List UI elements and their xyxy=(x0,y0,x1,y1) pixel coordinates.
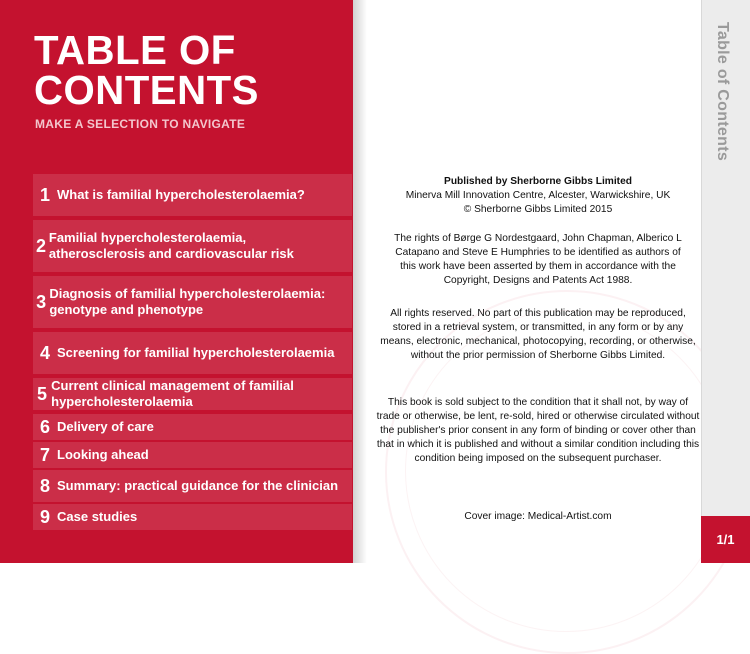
copyright-line: © Sherborne Gibbs Limited 2015 xyxy=(463,204,613,215)
sold-paragraph: This book is sold subject to the condition that it shall not, by way of trade or otherwise, be lent, re-sold, hired or otherwise circulated without the publisher's prior consent in any form of binding or cover other than that in which it is published and without a similar condition including this condition being imposed on the subsequent purchaser. xyxy=(376,397,700,464)
toc-item-7[interactable] xyxy=(33,442,352,468)
side-title xyxy=(713,22,737,162)
toc-item-number: 3 xyxy=(36,291,47,312)
toc-item-label: Summary: practical guidance for the clinician xyxy=(57,478,339,493)
toc-item-number: 1 xyxy=(39,184,50,205)
title-line-2: CONTENTS xyxy=(34,67,259,113)
toc-item-number: 5 xyxy=(37,383,48,404)
toc-item-3[interactable] xyxy=(33,276,352,328)
toc-item-6[interactable] xyxy=(33,414,352,440)
page-indicator[interactable]: 1/1 xyxy=(701,516,750,563)
publisher-line: Published by Sherborne Gibbs Limited xyxy=(444,176,632,187)
toc-item-4[interactable] xyxy=(33,332,352,374)
toc-item-1[interactable] xyxy=(33,174,352,216)
toc-item-label: Looking ahead xyxy=(57,447,149,462)
toc-item-label: Current clinical management of familial hypercholesterolaemia xyxy=(51,378,294,409)
toc-panel xyxy=(0,0,353,563)
toc-item-8[interactable] xyxy=(33,470,352,502)
toc-item-label: Familial hypercholesterolaemia, atherosclerosis and cardiovascular risk xyxy=(48,230,294,261)
toc-item-number: 9 xyxy=(39,506,50,527)
toc-item-number: 4 xyxy=(39,342,50,363)
toc-item-number: 7 xyxy=(39,444,50,465)
reserved-paragraph: All rights reserved. No part of this publication may be reproduced, stored in a retrieval system, or transmitted, in any form or by any means, electronic, mechanical, photocopying, recording, or otherwise, without the prior permission of Sherborne Gibbs Limited. xyxy=(380,308,696,361)
toc-item-label: Case studies xyxy=(57,509,138,524)
toc-item-number: 6 xyxy=(39,416,50,437)
toc-item-label: Diagnosis of familial hypercholesterolaemia: genotype and phenotype xyxy=(49,286,326,317)
title-line-1: TABLE OF xyxy=(34,27,236,73)
side-title-text: Table of Contents xyxy=(714,22,731,162)
toc-item-9[interactable] xyxy=(33,504,352,530)
panel-shadow xyxy=(353,0,367,563)
toc-item-label: Screening for familial hypercholesterolaemia xyxy=(57,345,335,360)
toc-item-number: 2 xyxy=(35,235,46,256)
rights-paragraph: The rights of Børge G Nordestgaard, John Chapman, Alberico L Catapano and Steve E Humphries to be identified as authors of this work have been asserted by them in accordance with the Copyright, Designs and Patents Act 1988. xyxy=(394,233,682,286)
page-subtitle: MAKE A SELECTION TO NAVIGATE xyxy=(35,117,246,131)
toc-item-number: 8 xyxy=(39,475,50,496)
toc-item-2[interactable] xyxy=(33,220,352,272)
toc-item-label: What is familial hypercholesterolaemia? xyxy=(57,187,305,202)
cover-credit: Cover image: Medical-Artist.com xyxy=(464,511,612,522)
publisher-address: Minerva Mill Innovation Centre, Alcester, Warwickshire, UK xyxy=(405,190,671,201)
toc-item-label: Delivery of care xyxy=(57,419,154,434)
page-title xyxy=(34,27,259,113)
toc-item-5[interactable] xyxy=(33,378,352,410)
